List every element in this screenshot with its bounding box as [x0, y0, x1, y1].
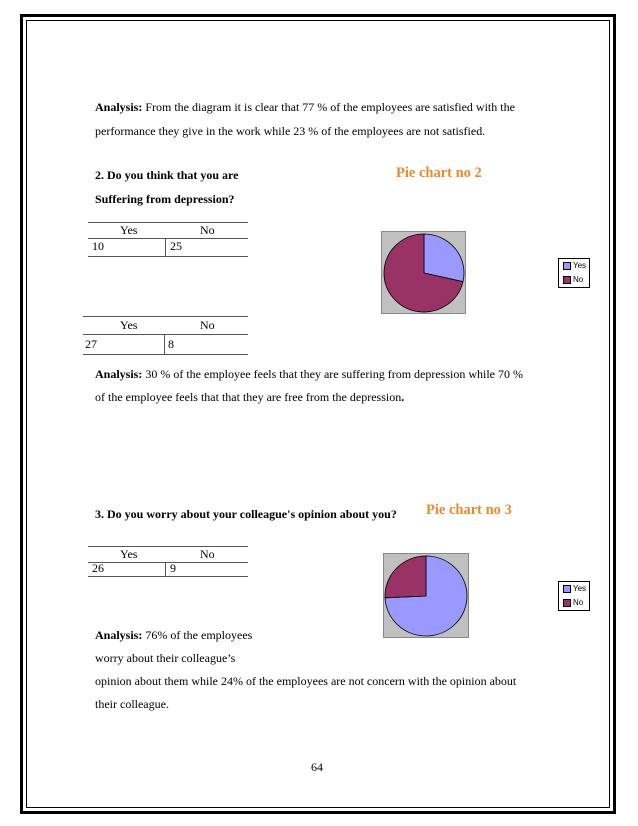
analysis-1-line-1 [95, 100, 515, 114]
legend-label-yes: Yes [573, 261, 587, 270]
pie-slice-no [385, 556, 426, 598]
legend-swatch-yes [563, 262, 571, 270]
legend-item-no [563, 598, 583, 608]
question-2-line-2: Suffering from depression? [95, 192, 235, 206]
analysis-label: Analysis: [95, 367, 143, 381]
analysis-label: Analysis: [95, 628, 143, 642]
legend-label-yes: Yes [573, 584, 587, 593]
table-cell-no: 25 [170, 239, 182, 253]
page-number: 64 [311, 760, 323, 774]
table-cell-no: 9 [170, 561, 176, 575]
table-header-no: No [200, 223, 215, 237]
analysis-text: 30 % of the employee feels that they are suffering from depression while 70 % [142, 367, 524, 381]
table-cell-no: 8 [168, 337, 174, 351]
analysis-3-line-4: their colleague. [95, 697, 169, 711]
legend-item-no [563, 275, 583, 285]
analysis-period: . [401, 390, 405, 404]
pie-chart-2 [381, 231, 466, 314]
question-2-line-1: 2. Do you think that you are [95, 168, 239, 182]
analysis-3-line-1 [95, 628, 252, 642]
analysis-label: Analysis: [95, 100, 143, 114]
table-cell-yes: 27 [85, 337, 97, 351]
analysis-1-line-2: performance they give in the work while 23 % of the employees are not satisfied. [95, 124, 486, 138]
pie-chart-3-legend [558, 581, 590, 611]
question-3: 3. Do you worry about your colleague's opinion about you? [95, 507, 397, 521]
table-cell-yes: 10 [92, 239, 104, 253]
analysis-2-line-2 [95, 390, 404, 404]
pie-chart-3-area [383, 553, 469, 638]
table-cell-yes: 26 [92, 561, 104, 575]
analysis-3-line-3: opinion about them while 24% of the employees are not concern with the opinion about [95, 674, 517, 688]
legend-swatch-no [563, 599, 571, 607]
table-header-no: No [200, 318, 215, 332]
legend-swatch-yes [563, 585, 571, 593]
pie-chart-3-title: Pie chart no 3 [426, 502, 512, 518]
pie-chart-3 [383, 553, 469, 638]
page-border-inner [26, 20, 610, 808]
pie-chart-2-area [381, 231, 466, 314]
table-q2-b [83, 316, 248, 356]
analysis-text: of the employee feels that that they are free from the depression [95, 390, 402, 404]
table-q3 [88, 546, 248, 578]
legend-label-no: No [573, 275, 584, 284]
table-header-yes: Yes [120, 547, 138, 561]
table-q2-a [88, 222, 248, 258]
analysis-3-line-2: worry about their colleague’s [95, 651, 236, 665]
legend-item-yes [563, 584, 586, 594]
legend-swatch-no [563, 276, 571, 284]
analysis-text: From the diagram it is clear that 77 % of the employees are satisfied with the [142, 100, 515, 114]
analysis-2-line-1 [95, 367, 523, 381]
table-header-yes: Yes [120, 318, 138, 332]
legend-item-yes [563, 261, 586, 271]
pie-chart-2-legend [558, 258, 590, 288]
analysis-text: 76% of the employees [142, 628, 253, 642]
pie-chart-2-title: Pie chart no 2 [396, 165, 482, 181]
table-header-no: No [200, 547, 215, 561]
legend-label-no: No [573, 598, 584, 607]
table-header-yes: Yes [120, 223, 138, 237]
